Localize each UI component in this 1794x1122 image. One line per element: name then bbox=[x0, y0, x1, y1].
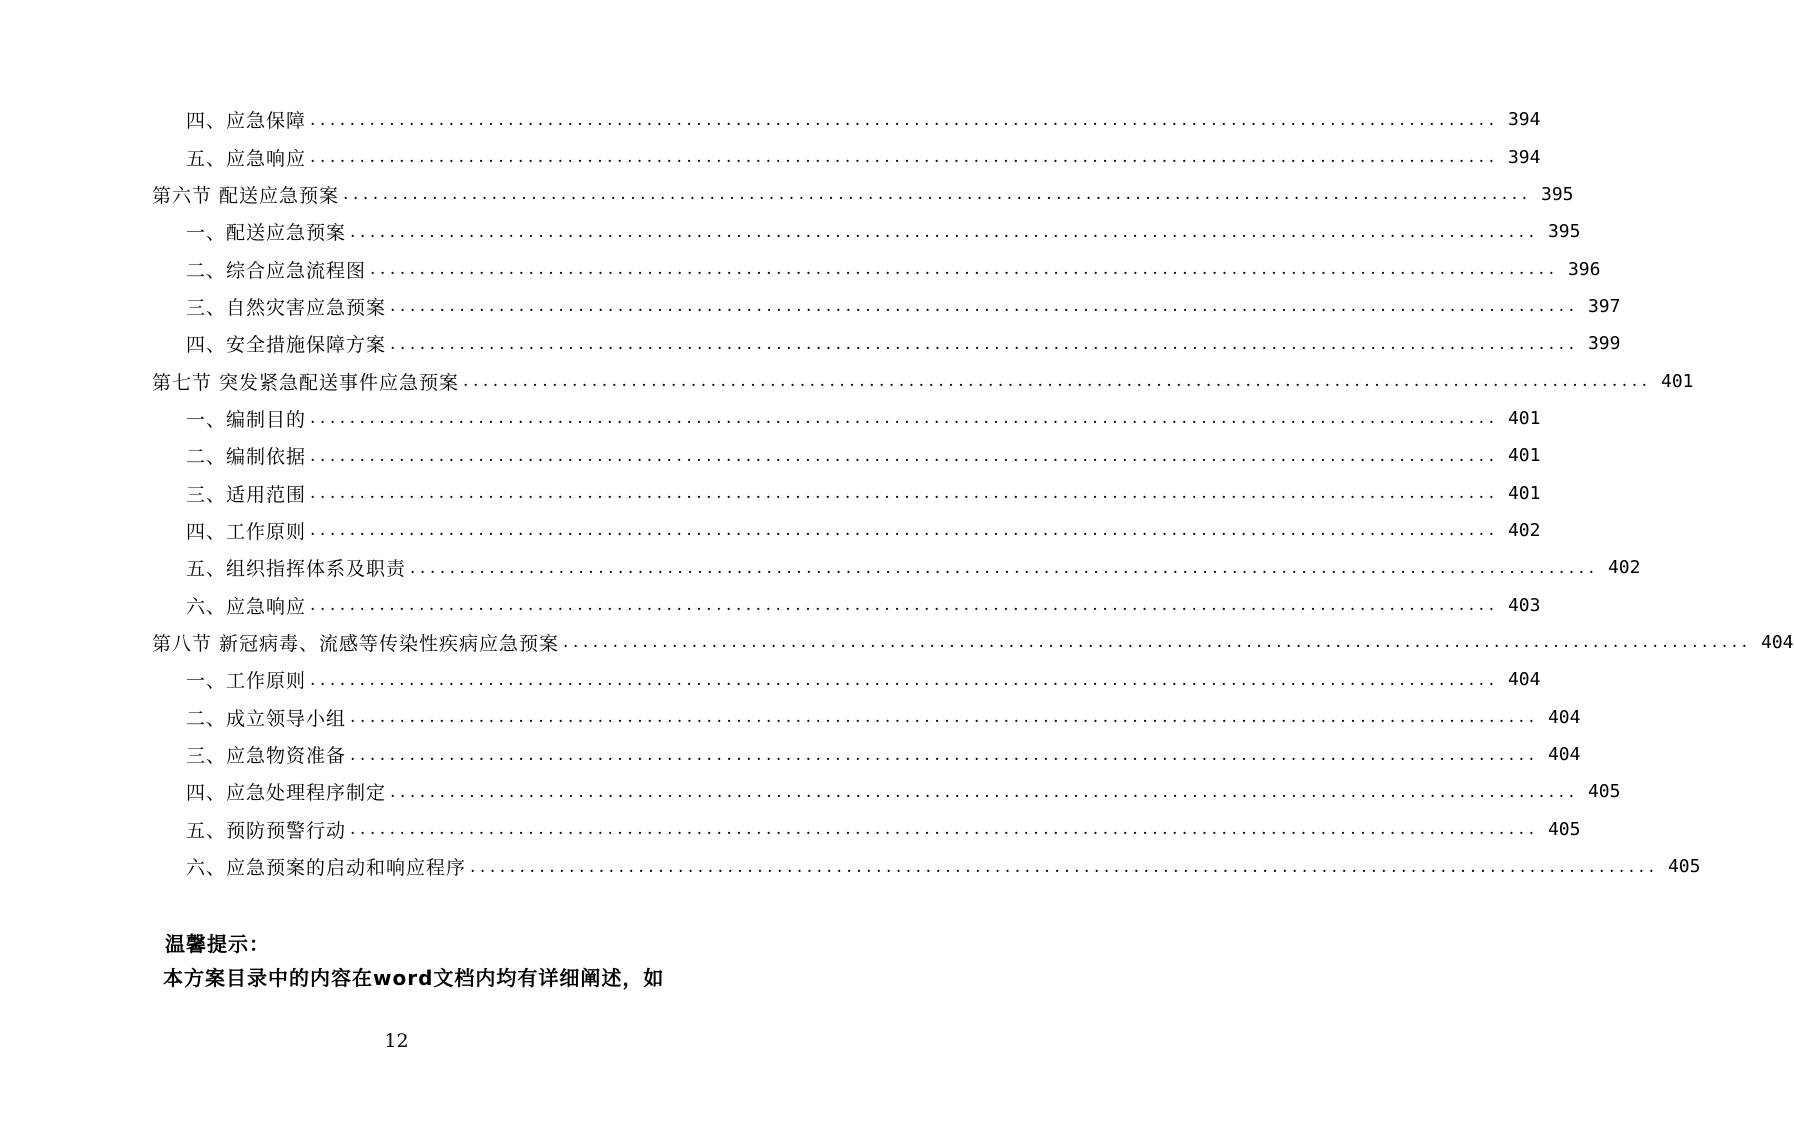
toc-entry-page: 402 bbox=[1607, 557, 1641, 579]
toc-dot-leader: ........................................................................................................................ bbox=[350, 221, 1539, 242]
toc-dot-leader: ........................................................................................................................ bbox=[310, 483, 1499, 504]
toc-dot-leader: ........................................................................................................................ bbox=[390, 333, 1579, 354]
toc-dot-leader: ........................................................................................................................ bbox=[350, 707, 1539, 728]
toc-dot-leader: ........................................................................................................................ bbox=[310, 595, 1499, 616]
toc-entry-label: 一、配送应急预案 bbox=[186, 222, 347, 245]
toc-entry-label: 五、应急响应 bbox=[186, 147, 307, 170]
page-number: 12 bbox=[384, 1030, 409, 1052]
toc-dot-leader: ........................................................................................................................ bbox=[310, 147, 1499, 168]
toc-entry-label: 六、应急响应 bbox=[186, 595, 307, 618]
toc-entry-label: 五、预防预警行动 bbox=[186, 819, 347, 842]
toc-entry-label: 一、工作原则 bbox=[186, 670, 307, 693]
toc-dot-leader: ........................................................................................................................ bbox=[350, 819, 1539, 840]
toc-entry[interactable] bbox=[0, 773, 1621, 810]
toc-entry[interactable] bbox=[0, 474, 1541, 511]
toc-dot-leader: ........................................................................................................................ bbox=[463, 371, 1652, 392]
toc-entry-label: 四、应急处理程序制定 bbox=[186, 782, 387, 805]
toc-dot-leader: ........................................................................................................................ bbox=[470, 856, 1659, 877]
toc-dot-leader: ........................................................................................................................ bbox=[563, 632, 1752, 653]
toc-entry-page: 404 bbox=[1547, 744, 1581, 766]
toc-entry-page: 394 bbox=[1507, 146, 1541, 168]
toc-entry-label: 一、编制目的 bbox=[186, 408, 307, 431]
toc-entry-page: 403 bbox=[1507, 594, 1541, 616]
toc-entry[interactable] bbox=[0, 586, 1541, 623]
toc-dot-leader: ........................................................................................................................ bbox=[310, 408, 1499, 429]
toc-entry[interactable] bbox=[0, 362, 1694, 399]
toc-entry-page: 397 bbox=[1587, 295, 1621, 317]
toc-entry[interactable] bbox=[0, 512, 1541, 549]
toc-dot-leader: ........................................................................................................................ bbox=[350, 744, 1539, 765]
toc-entry-label: 四、安全措施保障方案 bbox=[186, 334, 387, 357]
toc-entry-page: 401 bbox=[1507, 407, 1541, 429]
toc-entry[interactable] bbox=[0, 661, 1541, 698]
toc-entry-label: 二、编制依据 bbox=[186, 446, 307, 469]
table-of-contents bbox=[0, 101, 1794, 885]
toc-entry[interactable] bbox=[0, 213, 1581, 250]
toc-entry[interactable] bbox=[0, 325, 1621, 362]
toc-dot-leader: ........................................................................................................................ bbox=[310, 109, 1499, 130]
toc-entry-label: 三、自然灾害应急预案 bbox=[186, 296, 387, 319]
toc-entry-page: 401 bbox=[1661, 370, 1694, 392]
toc-entry[interactable] bbox=[0, 101, 1541, 138]
tip-title: 温馨提示： bbox=[165, 932, 270, 956]
toc-entry-label: 二、综合应急流程图 bbox=[186, 259, 367, 282]
toc-entry[interactable] bbox=[0, 811, 1581, 848]
toc-entry-page: 404 bbox=[1507, 669, 1541, 691]
toc-entry-label: 四、应急保障 bbox=[186, 110, 307, 133]
toc-entry-label: 第七节 突发紧急配送事件应急预案 bbox=[152, 371, 460, 394]
toc-entry-page: 394 bbox=[1507, 109, 1541, 131]
toc-entry[interactable] bbox=[0, 250, 1601, 287]
toc-entry-page: 399 bbox=[1587, 333, 1621, 355]
toc-entry-label: 五、组织指挥体系及职责 bbox=[186, 558, 407, 581]
toc-entry-label: 二、成立领导小组 bbox=[186, 707, 347, 730]
toc-entry-label: 三、应急物资准备 bbox=[186, 745, 347, 768]
toc-entry[interactable] bbox=[0, 549, 1641, 586]
toc-entry-label: 第六节 配送应急预案 bbox=[152, 184, 340, 207]
toc-entry[interactable] bbox=[0, 176, 1574, 213]
toc-entry-page: 405 bbox=[1547, 818, 1581, 840]
toc-entry-page: 395 bbox=[1547, 221, 1581, 243]
toc-entry[interactable] bbox=[0, 848, 1701, 885]
toc-dot-leader: ........................................................................................................................ bbox=[370, 259, 1559, 280]
toc-entry-page: 401 bbox=[1507, 482, 1541, 504]
toc-entry-label: 三、适用范围 bbox=[186, 483, 307, 506]
toc-entry-page: 402 bbox=[1507, 519, 1541, 541]
toc-entry[interactable] bbox=[0, 437, 1541, 474]
toc-dot-leader: ........................................................................................................................ bbox=[390, 781, 1579, 802]
tip-text: 本方案目录中的内容在word文档内均有详细阐述，如 bbox=[163, 966, 665, 990]
toc-entry-page: 404 bbox=[1547, 706, 1581, 728]
toc-entry-page: 405 bbox=[1587, 781, 1621, 803]
toc-dot-leader: ........................................................................................................................ bbox=[310, 520, 1499, 541]
toc-dot-leader: ........................................................................................................................ bbox=[310, 669, 1499, 690]
toc-entry[interactable] bbox=[0, 288, 1621, 325]
toc-dot-leader: ........................................................................................................................ bbox=[310, 445, 1499, 466]
toc-entry[interactable] bbox=[0, 699, 1581, 736]
toc-entry-page: 404 bbox=[1761, 631, 1794, 653]
toc-entry-label: 第八节 新冠病毒、流感等传染性疾病应急预案 bbox=[152, 632, 560, 655]
toc-entry-label: 四、工作原则 bbox=[186, 520, 307, 543]
toc-entry-page: 396 bbox=[1567, 258, 1601, 280]
toc-entry[interactable] bbox=[0, 138, 1541, 175]
toc-dot-leader: ........................................................................................................................ bbox=[343, 184, 1532, 205]
toc-entry-label: 六、应急预案的启动和响应程序 bbox=[186, 857, 467, 880]
toc-entry-page: 405 bbox=[1667, 856, 1701, 878]
toc-entry[interactable] bbox=[0, 400, 1541, 437]
toc-entry[interactable] bbox=[0, 624, 1794, 661]
toc-dot-leader: ........................................................................................................................ bbox=[410, 557, 1599, 578]
toc-entry-page: 401 bbox=[1507, 445, 1541, 467]
toc-entry[interactable] bbox=[0, 736, 1581, 773]
toc-entry-page: 395 bbox=[1541, 183, 1574, 205]
toc-dot-leader: ........................................................................................................................ bbox=[390, 296, 1579, 317]
